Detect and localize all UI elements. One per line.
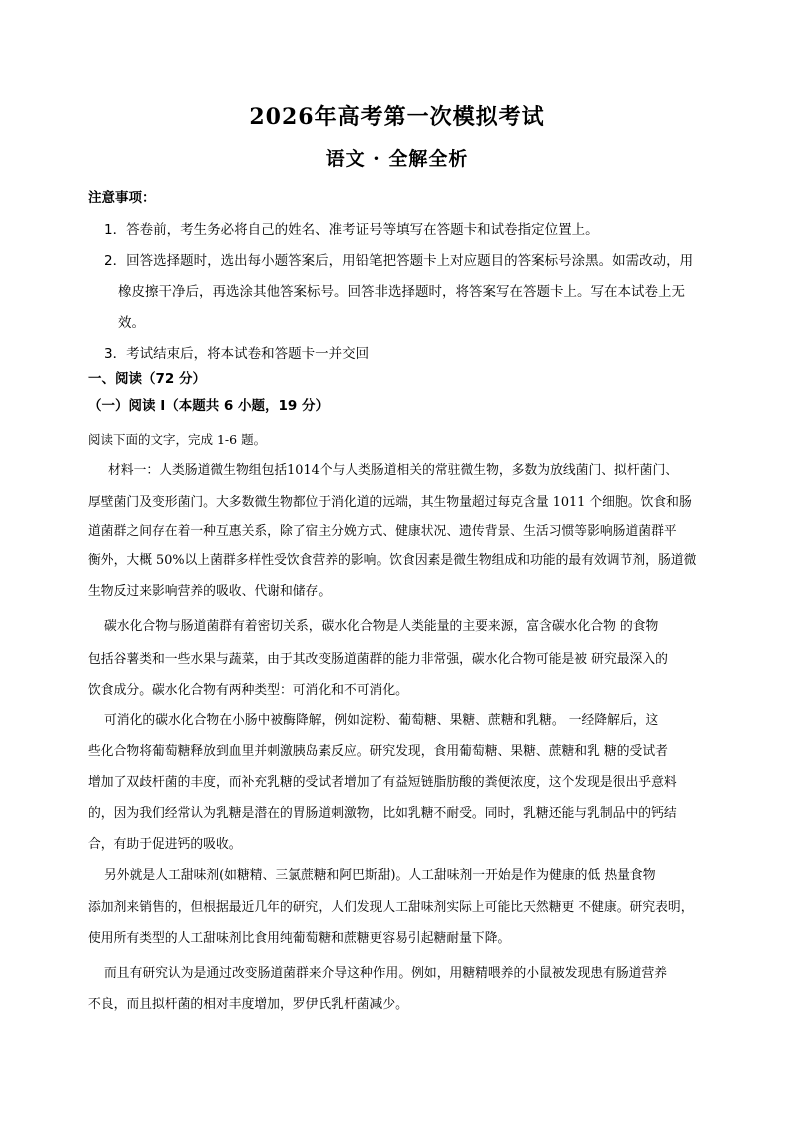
material-line: 而且有研究认为是通过改变肠道菌群来介导这种作用。例如，用糖精喂养的小鼠被发现患有肠道营养 — [104, 966, 668, 981]
material-line: 碳水化合物与肠道菌群有着密切关系，碳水化合物是人类能量的主要来源，富含碳水化合物 的食物 — [104, 619, 659, 634]
material-line: 可消化的碳水化合物在小肠中被酶降解，例如淀粉、葡萄糖、果糖、蔗糖和乳糖。 一经降解后，这 — [104, 713, 659, 728]
material-line: 衡外，大概 50%以上菌群多样性受饮食营养的影响。饮食因素是微生物组成和功能的最有效调节剂，肠道微 — [88, 553, 697, 568]
exam-title: 2026年高考第一次模拟考试 — [249, 104, 545, 130]
material-line: 包括谷薯类和一些水果与蔬菜，由于其改变肠道菌群的能力非常强，碳水化合物可能是被 研究最深入的 — [88, 652, 668, 667]
material-line: 的，因为我们经常认为乳糖是潜在的胃肠道刺激物，比如乳糖不耐受。同时，乳糖还能与乳制品中的钙结 — [88, 806, 677, 821]
notice-item-3: 3．考试结束后，将本试卷和答题卡一并交回 — [104, 346, 370, 362]
instruction-text: 阅读下面的文字，完成 1-6 题。 — [88, 432, 267, 447]
notice-item-1: 1．答卷前，考生务必将自己的姓名、准考证号等填写在答题卡和试卷指定位置上。 — [104, 222, 599, 238]
material-line: 添加剂来销售的，但根据最近几年的研究，人们发现人工甜味剂实际上可能比天然糖更 不健康。研究表明， — [88, 900, 694, 915]
material-line: 生物反过来影响营养的吸收、代谢和储存。 — [88, 584, 332, 599]
material-line: 增加了双歧杆菌的丰度，而补充乳糖的受试者增加了有益短链脂肪酸的粪便浓度，这个发现是很出乎意料 — [88, 775, 677, 790]
material-line: 合，有助于促进钙的吸收。 — [88, 837, 242, 852]
material-line: 使用所有类型的人工甜味剂比食用纯葡萄糖和蔗糖更容易引起糖耐量下降。 — [88, 931, 511, 946]
material-line: 道菌群之间存在着一种互惠关系，除了宿主分娩方式、健康状况、遗传背景、生活习惯等影响肠道菌群平 — [88, 524, 677, 539]
notice-heading: 注意事项： — [88, 190, 156, 206]
material-line: 材料一：人类肠道微生物组包括1014个与人类肠道相关的常驻微生物，多数为放线菌门、拟杆菌门、 — [108, 463, 679, 478]
material-line: 另外就是人工甜味剂(如糖精、三氯蔗糖和阿巴斯甜)。人工甜味剂一开始是作为健康的低 热量食物 — [104, 868, 656, 883]
material-line: 厚壁菌门及变形菌门。大多数微生物都位于消化道的远端，其生物量超过每克含量 1011 个细胞。饮食和肠 — [88, 495, 692, 510]
exam-subtitle: 语文 · 全解全析 — [325, 148, 469, 170]
section-heading: 一、阅读（72 分） — [88, 371, 206, 387]
section-subheading: （一）阅读 I（本题共 6 小题，19 分） — [88, 398, 330, 414]
material-line: 些化合物将葡萄糖释放到血里并刺激胰岛素反应。研究发现，食用葡萄糖、果糖、蔗糖和乳 糖的受试者 — [88, 744, 668, 759]
material-line: 不良，而且拟杆菌的相对丰度增加，罗伊氏乳杆菌减少。 — [88, 997, 408, 1012]
notice-item-2-cont: 橡皮擦干净后，再选涂其他答案标号。回答非选择题时，将答案写在答题卡上。写在本试卷上无 — [118, 284, 685, 300]
notice-item-2: 2．回答选择题时，选出每小题答案后，用铅笔把答题卡上对应题目的答案标号涂黑。如需改动，用 — [104, 253, 694, 269]
material-line: 饮食成分。碳水化合物有两种类型：可消化和不可消化。 — [88, 683, 408, 698]
notice-item-2-end: 效。 — [118, 315, 145, 331]
